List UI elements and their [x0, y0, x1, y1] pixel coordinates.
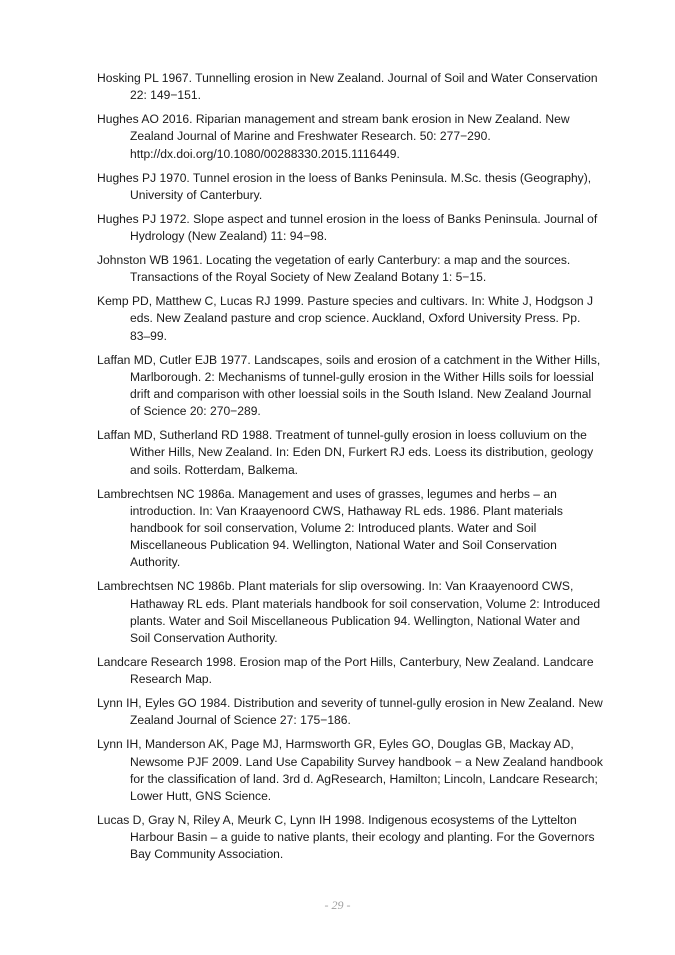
reference-entry-landcare-1998: Landcare Research 1998. Erosion map of the Port Hills, Canterbury, New Zealand. Landcare Research Map.: [97, 655, 594, 687]
reference-entry-lynn-2009: Lynn IH, Manderson AK, Page MJ, Harmsworth GR, Eyles GO, Douglas GB, Mackay AD, Newsome PJF 2009. Land Use Capability Survey handbook − a New Zealand handbook for the classification of land. 3rd d. AgResearch, Hamilton; Lincoln, Landcare Research; Lower Hutt, GNS Science.: [97, 737, 603, 804]
reference-entry-hughes-2016: Hughes AO 2016. Riparian management and stream bank erosion in New Zealand. New Zealand Journal of Marine and Freshwater Research. 50: 277−290. http://dx.doi.org/10.1080/00288330.2015.1116449.: [97, 112, 570, 161]
reference-list: [97, 70, 603, 870]
reference-entry-lambrechtsen-1986b: Lambrechtsen NC 1986b. Plant materials for slip oversowing. In: Van Kraayenoord CWS, Hathaway RL eds. Plant materials handbook for soil conservation, Volume 2: Introduced plants. Water and Soil Miscellaneous Publication 94. Wellington, National Water and Soil Conservation Authority.: [97, 579, 601, 646]
page-number: - 29 -: [324, 898, 351, 912]
reference-entry-laffan-1977: Laffan MD, Cutler EJB 1977. Landscapes, soils and erosion of a catchment in the Wither Hills, Marlborough. 2: Mechanisms of tunnel-gully erosion in the Wither Hills soils for loessial drift and comparison with other loessial soils in the South Island. New Zealand Journal of Science 20: 270−289.: [97, 352, 601, 419]
reference-entry-lynn-1984: Lynn IH, Eyles GO 1984. Distribution and severity of tunnel-gully erosion in New Zealand. New Zealand Journal of Science 27: 175−186.: [97, 696, 603, 728]
reference-entry-lucas-1998: Lucas D, Gray N, Riley A, Meurk C, Lynn IH 1998. Indigenous ecosystems of the Lyttelton Harbour Basin – a guide to native plants, their ecology and planting. For the Governors Bay Community Association.: [97, 813, 595, 862]
reference-entry-hughes-1970: Hughes PJ 1970. Tunnel erosion in the loess of Banks Peninsula. M.Sc. thesis (Geography), University of Canterbury.: [97, 170, 592, 202]
reference-entry-hosking-1967: Hosking PL 1967. Tunnelling erosion in New Zealand. Journal of Soil and Water Conservation 22: 149−151.: [97, 71, 598, 103]
reference-entry-kemp-1999: Kemp PD, Matthew C, Lucas RJ 1999. Pasture species and cultivars. In: White J, Hodgson J eds. New Zealand pasture and crop science. Auckland, Oxford University Press. Pp. 83–99.: [97, 294, 594, 343]
reference-entry-hughes-1972: Hughes PJ 1972. Slope aspect and tunnel erosion in the loess of Banks Peninsula. Journal of Hydrology (New Zealand) 11: 94−98.: [97, 211, 598, 244]
reference-entry-lambrechtsen-1986a: Lambrechtsen NC 1986a. Management and uses of grasses, legumes and herbs – an introduction. In: Van Kraayenoord CWS, Hathaway RL eds. 1986. Plant materials handbook for soil conservation, Volume 2: Introduced plants. Water and Soil Miscellaneous Publication 94. Wellington, National Water and Soil Conservation Authority.: [97, 486, 563, 570]
reference-entry-johnston-1961: Johnston WB 1961. Locating the vegetation of early Canterbury: a map and the sources. Transactions of the Royal Society of New Zealand Botany 1: 5−15.: [97, 253, 571, 285]
reference-entry-laffan-1988: Laffan MD, Sutherland RD 1988. Treatment of tunnel-gully erosion in loess colluvium on the Wither Hills, New Zealand. In: Eden DN, Furkert RJ eds. Loess its distribution, geology and soils. Rotterdam, Balkema.: [97, 428, 594, 477]
